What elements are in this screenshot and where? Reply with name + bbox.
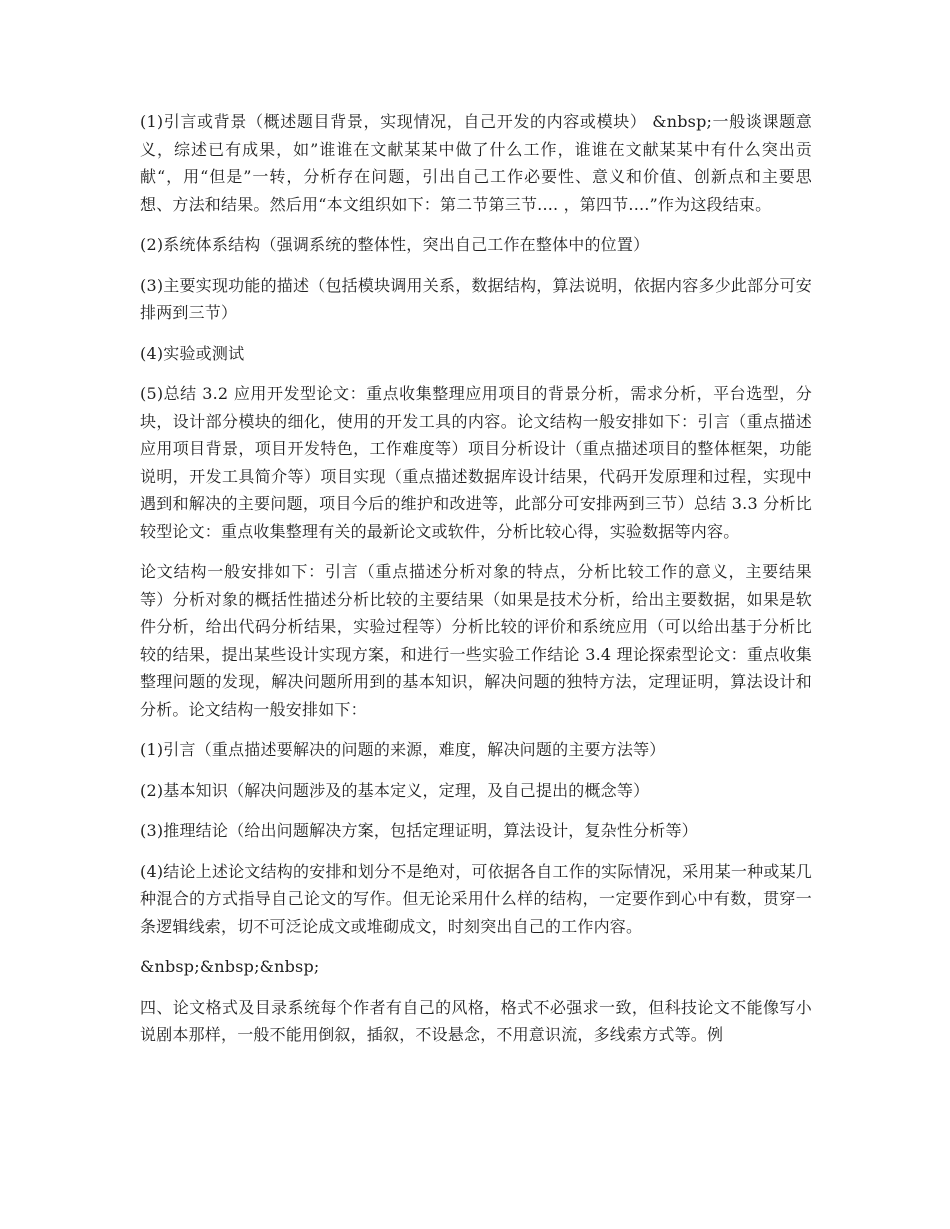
paragraph-function-description: (3)主要实现功能的描述（包括模块调用关系，数据结构，算法说明，依据内容多少此部分可安排两到三节） xyxy=(140,275,812,322)
paragraph-summary-application: (5)总结 3.2 应用开发型论文：重点收集整理应用项目的背景分析，需求分析，平台选型，分块，设计部分模块的细化，使用的开发工具的内容。论文结构一般安排如下：引言（重点描述应用项目背景，项目开发特色，工作难度等）项目分析设计（重点描述项目的整体框架，功能说明，开发工具简介等）项目实现（重点描述数据库设计结果，代码开发原理和过程，实现中遇到和解决的主要问题，项目今后的维护和改进等，此部分可安排两到三节）总结 3.3 分析比较型论文：重点收集整理有关的最新论文或软件，分析比较心得，实验数据等内容。 xyxy=(140,384,812,541)
paragraph-system-architecture: (2)系统体系结构（强调系统的整体性，突出自己工作在整体中的位置） xyxy=(140,235,650,254)
document-page xyxy=(140,108,812,1062)
paragraph-reasoning: (3)推理结论（给出问题解决方案，包括定理证明，算法设计，复杂性分析等） xyxy=(140,821,698,840)
paragraph-nbsp: &nbsp;&nbsp;&nbsp; xyxy=(140,957,320,976)
paragraph-intro-problem: (1)引言（重点描述要解决的问题的来源，难度，解决问题的主要方法等） xyxy=(140,740,666,759)
paragraph-experiment: (4)实验或测试 xyxy=(140,343,245,363)
paragraph-intro-background: (1)引言或背景（概述题目背景，实现情况，自己开发的内容或模块） &nbsp;一般谈课题意义，综述已有成果，如”谁谁在文献某某中做了什么工作，谁谁在文献某某中有什么突出贡献“，用“但是”一转，分析存在问题，引出自己工作必要性、意义和价值、创新点和主要思想、方法和结果。然后用“本文组织如下：第二节第三节.... ，第四节....”作为这段结束。 xyxy=(140,112,812,214)
paragraph-format-toc: 四、论文格式及目录系统每个作者有自己的风格，格式不必强求一致，但科技论文不能像写小说剧本那样，一般不能用倒叙，插叙，不设悬念，不用意识流，多线索方式等。例 xyxy=(140,997,812,1044)
paragraph-conclusion: (4)结论上述论文结构的安排和划分不是绝对，可依据各自工作的实际情况，采用某一种或某几种混合的方式指导自己论文的写作。但无论采用什么样的结构，一定要作到心中有数，贯穿一条逻辑线索，切不可泛论成文或堆砌成文，时刻突出自己的工作内容。 xyxy=(140,861,812,936)
paragraph-structure-analysis: 论文结构一般安排如下：引言（重点描述分析对象的特点，分析比较工作的意义，主要结果等）分析对象的概括性描述分析比较的主要结果（如果是技术分析，给出主要数据，如果是软件分析，给出代码分析结果，实验过程等）分析比较的评价和系统应用（可以给出基于分析比较的结果，提出某些设计实现方案，和进行一些实验工作结论 3.4 理论探索型论文：重点收集整理问题的发现，解决问题所用到的基本知识，解决问题的独特方法，定理证明，算法设计和分析。论文结构一般安排如下： xyxy=(140,562,812,719)
paragraph-basic-knowledge: (2)基本知识（解决问题涉及的基本定义，定理，及自己提出的概念等） xyxy=(140,780,650,800)
